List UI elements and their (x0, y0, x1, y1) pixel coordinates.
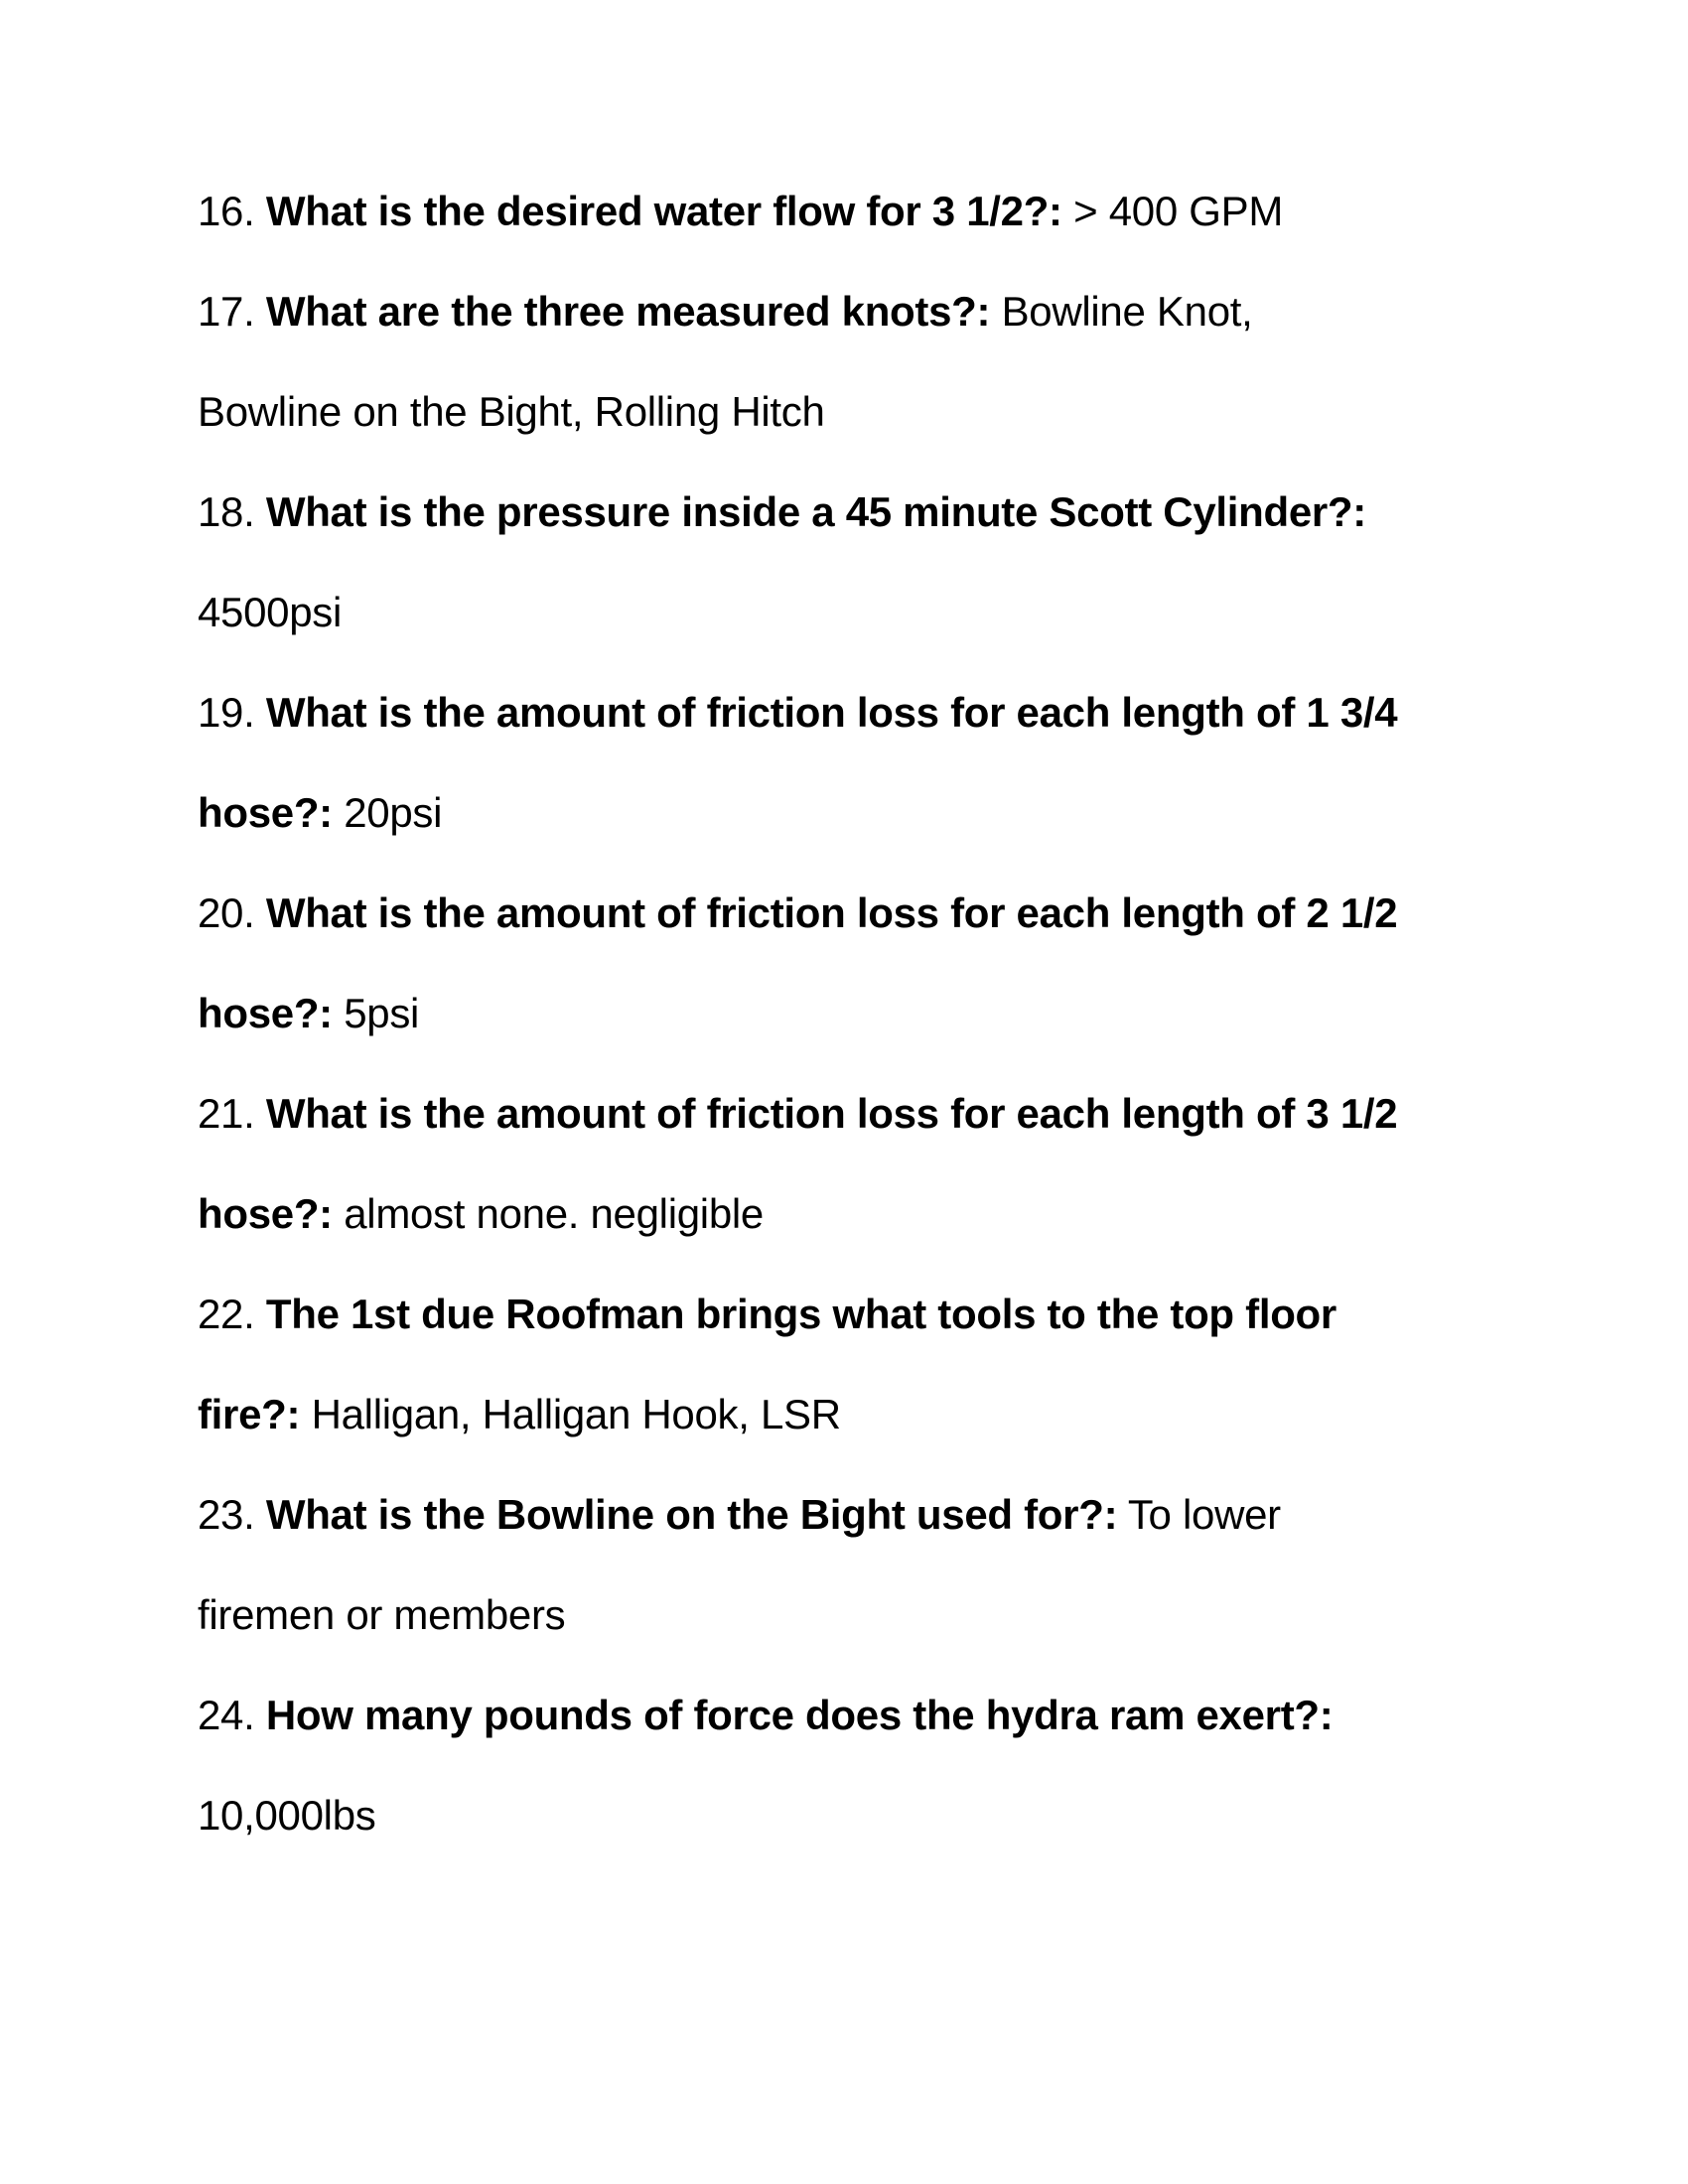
answer-text: > 400 GPM (1061, 188, 1284, 234)
answer-text: 4500psi (198, 589, 343, 635)
qa-line (198, 361, 1508, 462)
question-text: What is the Bowline on the Bight used for?: (265, 1491, 1118, 1538)
item-number: 23. (198, 1491, 266, 1538)
question-text: What are the three measured knots?: (265, 288, 991, 335)
qa-line (198, 1464, 1508, 1565)
question-text: fire?: (198, 1391, 301, 1437)
qa-line (198, 1665, 1508, 1765)
answer-text: Halligan, Halligan Hook, LSR (300, 1391, 841, 1437)
question-text: hose?: (198, 1190, 333, 1237)
item-number: 20. (198, 889, 266, 936)
question-text: What is the amount of friction loss for each length of 1 3/4 (265, 689, 1398, 736)
qa-line (198, 462, 1508, 562)
qa-line (198, 261, 1508, 361)
question-text: hose?: (198, 990, 333, 1036)
qa-line (198, 1063, 1508, 1163)
item-number: 16. (198, 188, 266, 234)
answer-text: 5psi (332, 990, 420, 1036)
item-number: 24. (198, 1692, 266, 1738)
qa-line (198, 1565, 1508, 1665)
question-text: hose?: (198, 789, 333, 836)
qa-line (198, 1765, 1508, 1865)
qa-line (198, 1364, 1508, 1464)
answer-text: firemen or members (198, 1591, 566, 1638)
qa-line (198, 863, 1508, 963)
answer-text: almost none. negligible (332, 1190, 764, 1237)
qa-line (198, 1163, 1508, 1264)
qa-line (198, 963, 1508, 1063)
qa-line (198, 562, 1508, 662)
qa-line (198, 662, 1508, 762)
question-text: The 1st due Roofman brings what tools to the top floor (265, 1291, 1336, 1337)
answer-text: To lower (1117, 1491, 1281, 1538)
question-text: What is the desired water flow for 3 1/2?: (265, 188, 1062, 234)
answer-text: 20psi (332, 789, 443, 836)
question-text: How many pounds of force does the hydra ram exert?: (265, 1692, 1334, 1738)
qa-line (198, 762, 1508, 863)
item-number: 19. (198, 689, 266, 736)
question-text: What is the amount of friction loss for each length of 3 1/2 (265, 1090, 1398, 1137)
answer-text: Bowline Knot, (990, 288, 1253, 335)
item-number: 21. (198, 1090, 266, 1137)
item-number: 17. (198, 288, 266, 335)
question-text: What is the amount of friction loss for each length of 2 1/2 (265, 889, 1398, 936)
answer-text: 10,000lbs (198, 1792, 376, 1839)
qa-line (198, 161, 1508, 261)
document-page (198, 189, 1508, 1893)
item-number: 18. (198, 488, 266, 535)
question-text: What is the pressure inside a 45 minute Scott Cylinder?: (265, 488, 1366, 535)
answer-text: Bowline on the Bight, Rolling Hitch (198, 388, 825, 435)
qa-line (198, 1264, 1508, 1364)
item-number: 22. (198, 1291, 266, 1337)
